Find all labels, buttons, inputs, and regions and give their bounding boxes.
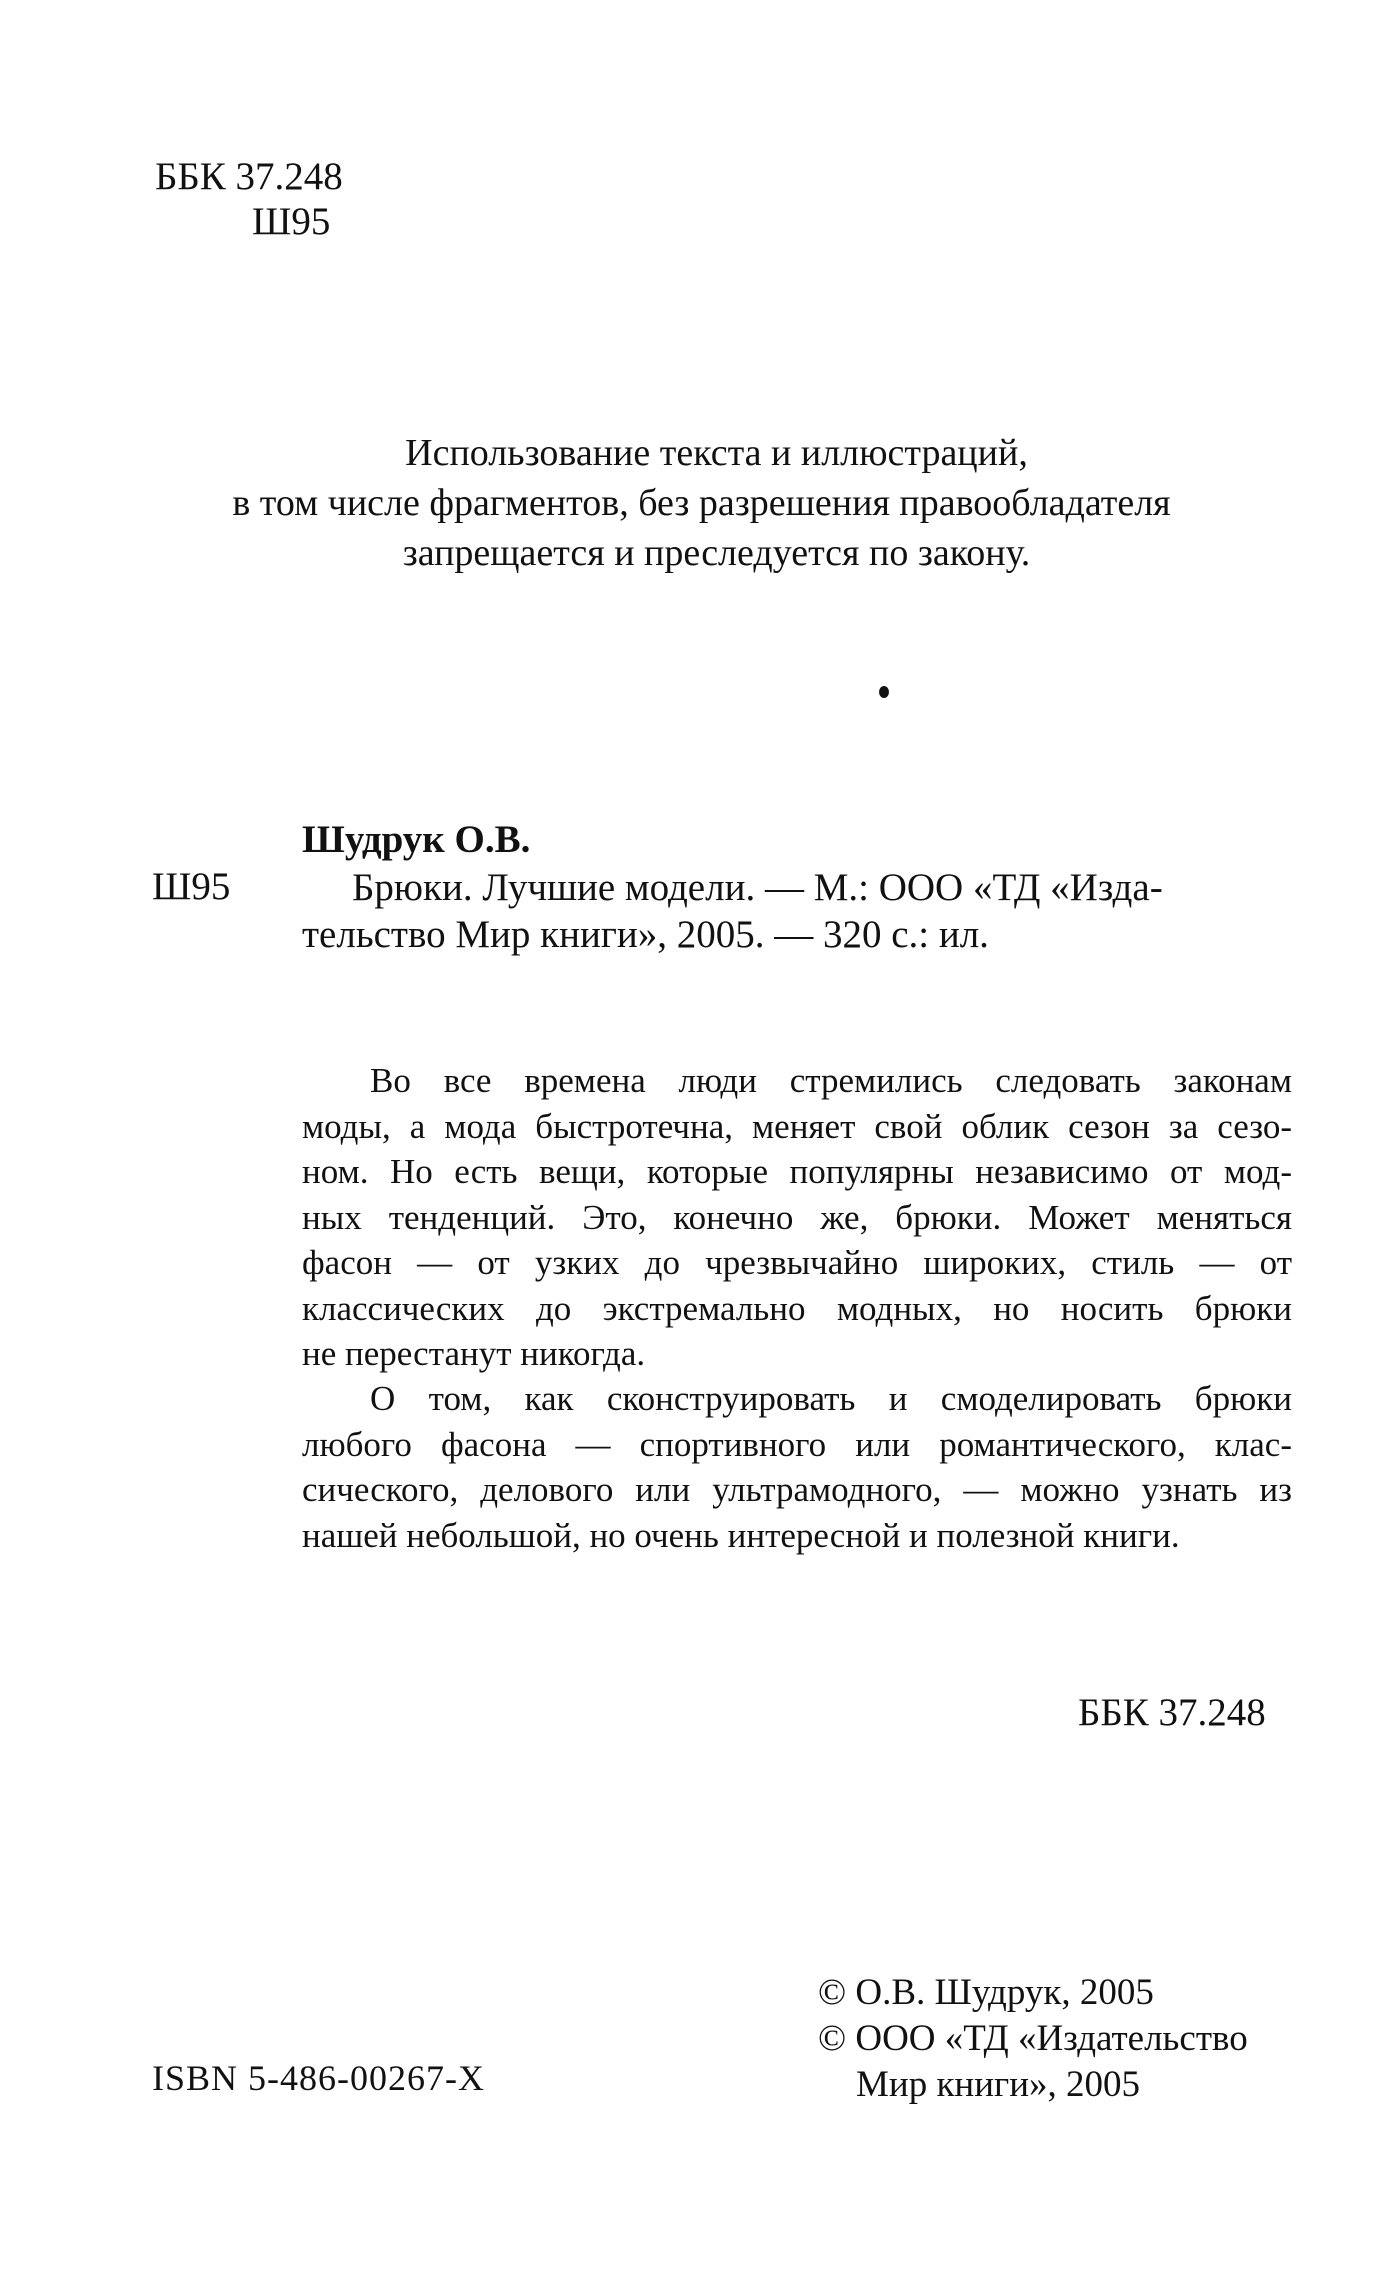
copyright-line: © О.В. Шудрук, 2005 [818,1972,1154,2013]
abstract-line: моды, а мода быстротечна, меняет свой облик сезон за сезо- [302,1106,1292,1146]
author-code-top: Ш95 [252,200,331,243]
abstract-line: О том, как сконструировать и смоделировать брюки [370,1379,1292,1418]
catalog-author: Шудрук О.В. [302,818,531,861]
print-speck [879,686,889,698]
notice-line: в том числе фрагментов, без разрешения правообладателя [232,482,1171,524]
abstract-line: фасон — от узких до чрезвычайно широких, стиль — от [302,1243,1292,1282]
abstract-line: любого фасона — спортивного или романтического, клас- [302,1424,1292,1464]
abstract-line: ных тенденций. Это, конечно же, брюки. Может меняться [302,1197,1292,1237]
catalog-entry-line: тельство Мир книги», 2005. — 320 с.: ил. [302,913,989,956]
abstract-paragraph-2 [302,1376,1292,1558]
abstract-line: сического, делового или ультрамодного, — можно узнать из [302,1470,1292,1509]
abstract-line: классических до экстремально модных, но носить брюки [302,1288,1292,1328]
isbn: ISBN 5-486-00267-X [152,2058,485,2098]
abstract-line: нашей небольшой, но очень интересной и полезной книги. [302,1515,1180,1555]
abstract-line: Во все времена люди стремились следовать законам [370,1061,1292,1100]
abstract-line: ном. Но есть вещи, которые популярны независимо от мод- [302,1152,1292,1191]
copyright-line: Мир книги», 2005 [856,2064,1141,2105]
notice-line: Использование текста и иллюстраций, [405,432,1028,474]
copyright-line: © ООО «ТД «Издательство [818,2018,1248,2059]
abstract-paragraph-1 [302,1058,1292,1377]
catalog-author-code: Ш95 [152,865,231,908]
copyright-notice [0,428,1373,578]
bbk-classification-bottom: ББК 37.248 [1078,1691,1266,1734]
bbk-classification-top: ББК 37.248 [155,155,343,198]
notice-line: запрещается и преследуется по закону. [402,532,1031,574]
catalog-entry-line: Брюки. Лучшие модели. — М.: ООО «ТД «Изда- [352,866,1163,909]
abstract-line: не перестанут никогда. [302,1334,646,1373]
